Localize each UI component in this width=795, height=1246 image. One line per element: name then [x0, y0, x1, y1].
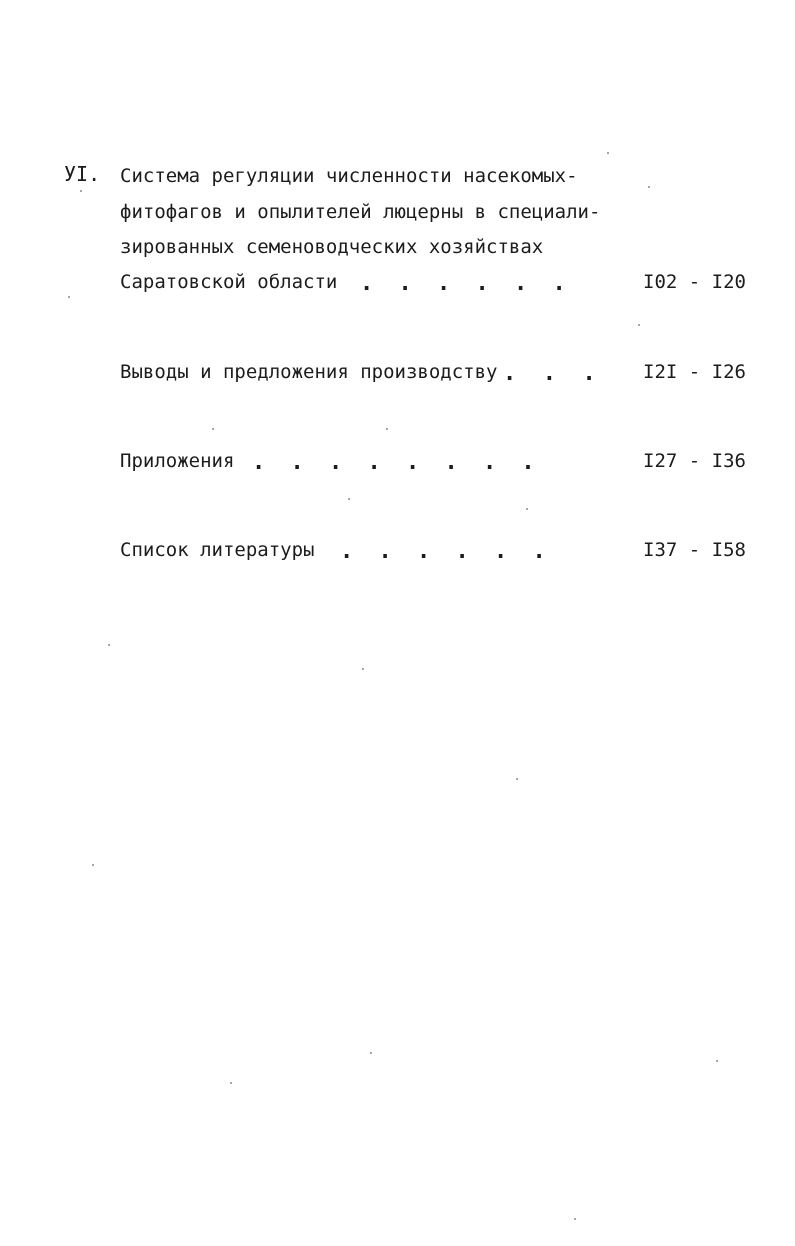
scan-speck: [80, 190, 82, 192]
section-title-line-4: Саратовской области: [120, 271, 338, 293]
scan-speck: [370, 1052, 372, 1054]
references-page-range: I37 - I58: [643, 539, 746, 561]
conclusions-page-range: I2I - I26: [643, 361, 746, 383]
section-title-line-2: фитофагов и опылителей люцерны в специали-: [120, 201, 601, 223]
scan-speck: [516, 778, 518, 780]
scan-speck: [716, 1060, 718, 1062]
section-title-line-3: зированных семеноводческих хозяйствах: [120, 236, 544, 258]
scan-speck: [108, 644, 110, 646]
scan-speck: [92, 864, 94, 866]
scan-speck: [574, 1218, 576, 1220]
scan-speck: [607, 152, 609, 154]
section-number: УI.: [64, 162, 101, 186]
appendix-page-range: I27 - I36: [643, 450, 746, 472]
section-leader-dots: . . . . . .: [360, 271, 572, 296]
scan-speck: [230, 1082, 232, 1084]
conclusions-leader-dots: . . .: [503, 361, 596, 386]
scan-speck: [348, 498, 350, 500]
scan-speck: [638, 324, 640, 326]
references-title: Список литературы: [120, 539, 315, 561]
appendix-title: Приложения: [120, 450, 235, 472]
scan-speck: [212, 428, 214, 430]
scan-speck: [526, 508, 528, 510]
appendix-leader-dots: . . . . . . . .: [252, 450, 541, 475]
references-leader-dots: . . . . . .: [340, 539, 552, 564]
section-page-range: I02 - I20: [643, 271, 746, 293]
scan-speck: [68, 296, 70, 298]
scan-speck: [386, 428, 388, 430]
section-title-line-1: Система регуляции численности насекомых-: [120, 165, 578, 187]
conclusions-title: Выводы и предложения производству: [120, 361, 498, 383]
scan-speck: [648, 186, 650, 188]
scan-speck: [362, 668, 364, 670]
